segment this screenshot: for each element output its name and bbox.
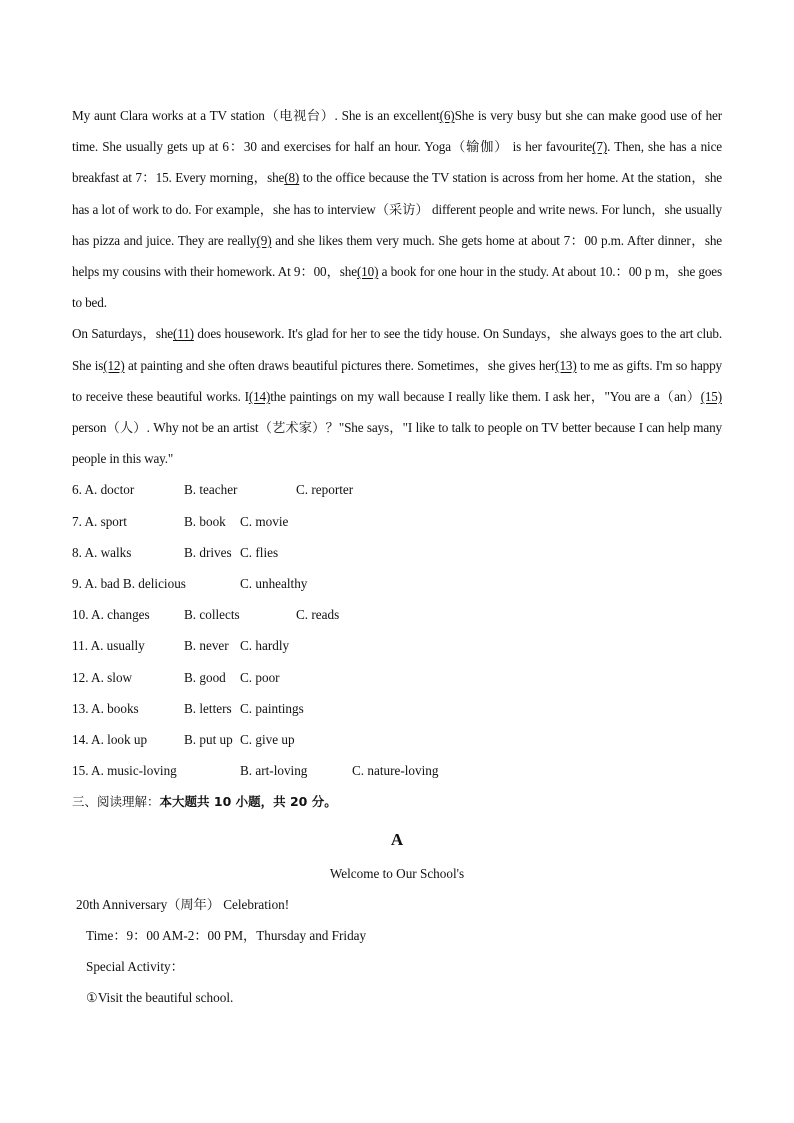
option-b: B. drives xyxy=(184,544,232,560)
option-row-9 xyxy=(72,568,722,599)
blank-8: (8) xyxy=(284,170,300,186)
blank-9: (9) xyxy=(256,232,272,248)
option-row-14 xyxy=(72,724,722,755)
option-a: 7. A. sport xyxy=(72,513,127,529)
text-segment: She is very busy but she can make good use of her time. She usually gets up at 6：30 and exercises for half an hour. Yoga（输伽） is her favourite xyxy=(72,108,723,155)
option-row-11 xyxy=(72,630,722,661)
option-a: 11. A. usually xyxy=(72,638,145,654)
option-b: B. collects xyxy=(184,607,240,623)
text-segment: to me as gifts. I'm so happy to receive these beautiful works. I xyxy=(72,357,722,404)
option-b: B. book xyxy=(184,513,226,529)
option-b: B. art-loving xyxy=(240,763,308,779)
document-page xyxy=(72,100,722,1014)
option-row-15 xyxy=(72,755,722,786)
option-row-10 xyxy=(72,599,722,630)
section-heading xyxy=(72,786,722,817)
blank-15: (15) xyxy=(700,388,722,404)
option-b: B. never xyxy=(184,638,229,654)
passage-line-2: Time：9：00 AM-2：00 PM，Thursday and Friday xyxy=(86,927,367,943)
option-b: B. letters xyxy=(184,700,232,716)
passage-title: Welcome to Our School's xyxy=(329,865,465,881)
text-segment: a book for one hour in the study. At about 10.：00 p m，she goes to bed. xyxy=(72,264,722,311)
blank-10: (10) xyxy=(356,264,379,280)
option-row-6 xyxy=(72,474,722,505)
text-segment: to the office because the TV station is across from her home. At the station，she has a lot of work to do. For example，she has to interview（采访） different people and write news. For lunch，she usually has pizza and juice. They are really xyxy=(72,170,722,248)
option-row-13 xyxy=(72,693,722,724)
option-c: C. reads xyxy=(296,607,340,623)
option-c: C. reporter xyxy=(296,482,354,498)
blank-12: (12) xyxy=(103,357,125,373)
cloze-paragraph-2 xyxy=(72,318,722,474)
option-a: 13. A. books xyxy=(72,700,139,716)
text-segment: at painting and she often draws beautiful pictures there. Sometimes，she gives her xyxy=(124,357,556,373)
option-c: C. poor xyxy=(240,669,280,685)
option-b: B. put up xyxy=(184,731,233,747)
blank-14: (14) xyxy=(248,388,271,404)
passage-letter: A xyxy=(390,829,404,849)
text-segment: . Then, she has a nice breakfast at 7：15. Every morning，she xyxy=(72,139,722,186)
option-c: C. paintings xyxy=(240,700,304,716)
option-a: 9. A. bad B. delicious xyxy=(72,576,186,591)
blank-7: (7) xyxy=(592,139,608,155)
option-b: B. teacher xyxy=(184,482,238,498)
option-a: 8. A. walks xyxy=(72,544,132,560)
option-a: 12. A. slow xyxy=(72,669,133,685)
passage-line-3: Special Activity： xyxy=(86,959,184,975)
blank-6: (6) xyxy=(439,108,455,123)
option-c: C. hardly xyxy=(240,638,290,654)
section-bold-text: 本大题共 10 小题，共 20 分。 xyxy=(159,794,337,810)
text-segment: and she likes them very much. She gets home at about 7：00 p.m. After dinner，she helps my cousins with their homework. At 9：00，she xyxy=(72,232,722,280)
option-row-12 xyxy=(72,662,722,693)
blank-11: (11) xyxy=(173,326,194,342)
option-b: B. good xyxy=(184,669,226,685)
option-c: C. movie xyxy=(240,513,289,529)
option-c: C. give up xyxy=(240,731,295,747)
passage-line-1: 20th Anniversary（周年） Celebration! xyxy=(76,896,290,912)
cloze-paragraph-1 xyxy=(72,100,722,318)
blank-13: (13) xyxy=(555,357,577,373)
option-a: 14. A. look up xyxy=(72,731,148,747)
passage-line-4: ①Visit the beautiful school. xyxy=(86,990,234,1006)
option-c: C. unhealthy xyxy=(240,576,308,591)
option-a: 6. A. doctor xyxy=(72,482,135,498)
text-segment: person（人）. Why not be an artist（艺术家）？"She says，"I like to talk to people on TV better because I can help many people in this way." xyxy=(72,420,722,467)
text-segment: the paintings on my wall because I really like them. I ask her，"You are a（an） xyxy=(270,388,701,404)
text-segment: On Saturdays，she xyxy=(72,326,173,342)
option-row-8 xyxy=(72,537,722,568)
text-segment: My aunt Clara works at a TV station（电视台）. She is an excellent xyxy=(72,108,440,123)
option-a: 10. A. changes xyxy=(72,607,150,623)
option-a: 15. A. music-loving xyxy=(72,763,177,779)
options-list xyxy=(72,474,722,786)
option-c: C. flies xyxy=(240,544,279,560)
option-c: C. nature-loving xyxy=(352,763,439,779)
section-prefix: 三、阅读理解： xyxy=(72,794,160,810)
option-row-7 xyxy=(72,506,722,537)
text-segment: does housework. It's glad for her to see the tidy house. On Sundays，she always goes to the art club. She is xyxy=(72,326,723,373)
